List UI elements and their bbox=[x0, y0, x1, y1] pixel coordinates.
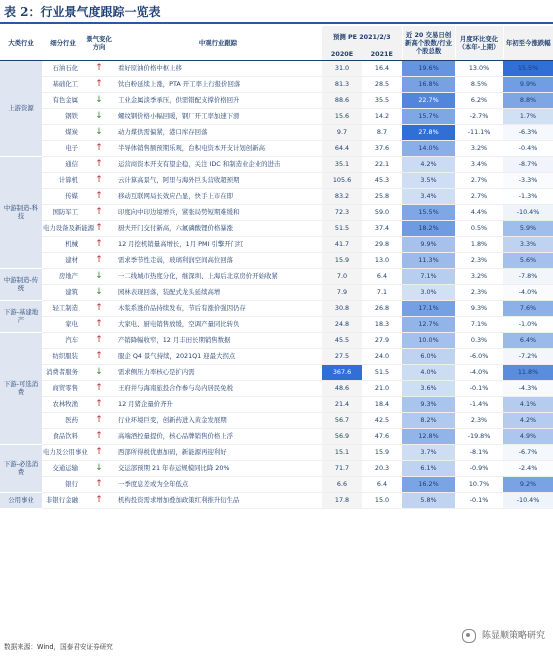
pe-2021: 20.3 bbox=[362, 460, 402, 476]
table-row bbox=[0, 236, 553, 252]
group-label: 中游制造-科技 bbox=[0, 156, 42, 268]
header-desc: 中观行业跟踪 bbox=[114, 26, 322, 60]
table-row bbox=[0, 460, 553, 476]
footnote: 数据来源：Wind，国泰君安证券研究 bbox=[4, 643, 113, 651]
trend-icon: ↓ bbox=[84, 284, 114, 300]
pe-2021: 21.0 bbox=[362, 380, 402, 396]
table-row bbox=[0, 300, 553, 316]
pe-2021: 18.3 bbox=[362, 316, 402, 332]
trend-icon: ↑ bbox=[84, 156, 114, 172]
group-label: 中游制造-传统 bbox=[0, 268, 42, 300]
sub-industry: 煤炭 bbox=[42, 124, 84, 140]
header-major: 大类行业 bbox=[0, 26, 42, 60]
sub-industry: 有色金属 bbox=[42, 92, 84, 108]
table-body bbox=[0, 60, 553, 508]
new-high-ratio: 3.7% bbox=[402, 444, 455, 460]
industry-note: 一二线城市热度分化，继深圳、上海后北京房价开始收紧 bbox=[114, 268, 322, 284]
table-row bbox=[0, 204, 553, 220]
trend-icon: ↑ bbox=[84, 220, 114, 236]
pe-2020: 27.5 bbox=[322, 348, 362, 364]
pe-2020: 48.6 bbox=[322, 380, 362, 396]
wechat-icon bbox=[462, 629, 476, 643]
industry-note: 园林表现回落，装配式龙头延续高增 bbox=[114, 284, 322, 300]
industry-note: 需求季节性走弱，玻璃利润空间高位回落 bbox=[114, 252, 322, 268]
pe-2021: 6.4 bbox=[362, 476, 402, 492]
ytd-change: 3.3% bbox=[503, 236, 553, 252]
sub-industry: 汽车 bbox=[42, 332, 84, 348]
month-change: 3.2% bbox=[455, 140, 503, 156]
header-ytd: 年初至今涨跌幅 bbox=[503, 26, 553, 60]
industry-note: 西部所得税优惠加码，新能源再迎利好 bbox=[114, 444, 322, 460]
industry-note: 交运部预期 21 年春运规模同比降 20% bbox=[114, 460, 322, 476]
pe-2020: 64.4 bbox=[322, 140, 362, 156]
pe-2020: 9.7 bbox=[322, 124, 362, 140]
sub-industry: 商贸零售 bbox=[42, 380, 84, 396]
month-change: 0.5% bbox=[455, 220, 503, 236]
pe-2021: 29.8 bbox=[362, 236, 402, 252]
trend-icon: ↓ bbox=[84, 460, 114, 476]
group-label: 公用事业 bbox=[0, 492, 42, 508]
pe-2020: 7.9 bbox=[322, 284, 362, 300]
pe-2021: 25.8 bbox=[362, 188, 402, 204]
industry-note: 看好原油价格中枢上移 bbox=[114, 60, 322, 76]
trend-icon: ↑ bbox=[84, 140, 114, 156]
new-high-ratio: 19.6% bbox=[402, 60, 455, 76]
ytd-change: 5.6% bbox=[503, 252, 553, 268]
trend-icon: ↑ bbox=[84, 76, 114, 92]
ytd-change: -10.4% bbox=[503, 204, 553, 220]
month-change: -0.9% bbox=[455, 460, 503, 476]
table-row bbox=[0, 284, 553, 300]
industry-note: 高端酒控量提价，核心品牌销售价格上浮 bbox=[114, 428, 322, 444]
sub-industry: 医药 bbox=[42, 412, 84, 428]
trend-icon: ↑ bbox=[84, 300, 114, 316]
watermark bbox=[462, 628, 545, 643]
trend-icon: ↑ bbox=[84, 492, 114, 508]
ytd-change: -1.3% bbox=[503, 188, 553, 204]
sub-industry: 机械 bbox=[42, 236, 84, 252]
ytd-change: 11.8% bbox=[503, 364, 553, 380]
watermark-text: 陈显顺策略研究 bbox=[481, 631, 545, 641]
new-high-ratio: 8.2% bbox=[402, 412, 455, 428]
sub-industry: 钢铁 bbox=[42, 108, 84, 124]
group-label: 下游-必选消费 bbox=[0, 444, 42, 492]
new-high-ratio: 3.0% bbox=[402, 284, 455, 300]
new-high-ratio: 12.7% bbox=[402, 316, 455, 332]
ytd-change: 4.2% bbox=[503, 412, 553, 428]
trend-icon: ↑ bbox=[84, 172, 114, 188]
ytd-change: 8.8% bbox=[503, 92, 553, 108]
new-high-ratio: 9.3% bbox=[402, 396, 455, 412]
ytd-change: -7.2% bbox=[503, 348, 553, 364]
month-change: 3.4% bbox=[455, 156, 503, 172]
new-high-ratio: 3.4% bbox=[402, 188, 455, 204]
trend-icon: ↑ bbox=[84, 428, 114, 444]
header-pe-2021: 2021E bbox=[362, 48, 402, 60]
trend-icon: ↑ bbox=[84, 252, 114, 268]
trend-icon: ↑ bbox=[84, 396, 114, 412]
header-month: 月度环比变化（本年-上期） bbox=[455, 26, 503, 60]
pe-2021: 26.8 bbox=[362, 300, 402, 316]
month-change: 13.0% bbox=[455, 60, 503, 76]
table-row bbox=[0, 412, 553, 428]
ytd-change: -2.4% bbox=[503, 460, 553, 476]
industry-note: 工业金属淡季承压，供需错配支撑价格回升 bbox=[114, 92, 322, 108]
header-trend: 景气变化方向 bbox=[84, 26, 114, 60]
pe-2020: 31.0 bbox=[322, 60, 362, 76]
table-row bbox=[0, 108, 553, 124]
pe-2021: 51.5 bbox=[362, 364, 402, 380]
sub-industry: 轻工制造 bbox=[42, 300, 84, 316]
month-change: 3.2% bbox=[455, 268, 503, 284]
new-high-ratio: 15.7% bbox=[402, 108, 455, 124]
pe-2021: 14.2 bbox=[362, 108, 402, 124]
pe-2020: 83.2 bbox=[322, 188, 362, 204]
ytd-change: 5.9% bbox=[503, 220, 553, 236]
trend-icon: ↓ bbox=[84, 268, 114, 284]
group-label: 下游-基建地产 bbox=[0, 300, 42, 332]
new-high-ratio: 12.8% bbox=[402, 428, 455, 444]
table-row bbox=[0, 76, 553, 92]
month-change: 2.3% bbox=[455, 412, 503, 428]
new-high-ratio: 9.9% bbox=[402, 236, 455, 252]
ytd-change: -7.8% bbox=[503, 268, 553, 284]
industry-note: 厨夫开门交付新高，六氟磷酸锂价格暴涨 bbox=[114, 220, 322, 236]
pe-2020: 81.3 bbox=[322, 76, 362, 92]
table-row bbox=[0, 428, 553, 444]
pe-2021: 22.1 bbox=[362, 156, 402, 172]
industry-note: 印度向中印边境增兵，紧张局势短期难缓和 bbox=[114, 204, 322, 220]
sub-industry: 石油石化 bbox=[42, 60, 84, 76]
sub-industry: 交通运输 bbox=[42, 460, 84, 476]
month-change: -0.1% bbox=[455, 492, 503, 508]
pe-2021: 28.5 bbox=[362, 76, 402, 92]
ytd-change: -4.0% bbox=[503, 284, 553, 300]
table-row bbox=[0, 492, 553, 508]
trend-icon: ↑ bbox=[84, 316, 114, 332]
new-high-ratio: 22.7% bbox=[402, 92, 455, 108]
group-label: 上游资源 bbox=[0, 60, 42, 156]
pe-2021: 16.4 bbox=[362, 60, 402, 76]
trend-icon: ↑ bbox=[84, 412, 114, 428]
sub-industry: 消费者服务 bbox=[42, 364, 84, 380]
sub-industry: 银行 bbox=[42, 476, 84, 492]
month-change: -6.0% bbox=[455, 348, 503, 364]
header-pe: 预测 PE 2021/2/3 bbox=[322, 26, 402, 48]
ytd-change: -6.3% bbox=[503, 124, 553, 140]
ytd-change: -10.4% bbox=[503, 492, 553, 508]
table-title-bar bbox=[0, 0, 553, 24]
industry-note: 王府井与海南旅投合作参与岛内居民免税 bbox=[114, 380, 322, 396]
month-change: 2.7% bbox=[455, 188, 503, 204]
trend-icon: ↑ bbox=[84, 380, 114, 396]
table-row bbox=[0, 124, 553, 140]
new-high-ratio: 16.2% bbox=[402, 476, 455, 492]
pe-2021: 7.1 bbox=[362, 284, 402, 300]
month-change: -11.1% bbox=[455, 124, 503, 140]
sub-industry: 电子 bbox=[42, 140, 84, 156]
pe-2020: 15.9 bbox=[322, 252, 362, 268]
new-high-ratio: 3.5% bbox=[402, 172, 455, 188]
month-change: -1.4% bbox=[455, 396, 503, 412]
trend-icon: ↑ bbox=[84, 332, 114, 348]
new-high-ratio: 4.0% bbox=[402, 364, 455, 380]
trend-icon: ↓ bbox=[84, 92, 114, 108]
sub-industry: 非银行金融 bbox=[42, 492, 84, 508]
month-change: 6.2% bbox=[455, 92, 503, 108]
ytd-change: -4.3% bbox=[503, 380, 553, 396]
month-change: 2.3% bbox=[455, 252, 503, 268]
pe-2020: 17.8 bbox=[322, 492, 362, 508]
trend-icon: ↑ bbox=[84, 476, 114, 492]
pe-2021: 6.4 bbox=[362, 268, 402, 284]
ytd-change: -0.4% bbox=[503, 140, 553, 156]
table-row bbox=[0, 444, 553, 460]
sub-industry: 传媒 bbox=[42, 188, 84, 204]
new-high-ratio: 4.2% bbox=[402, 156, 455, 172]
pe-2021: 59.0 bbox=[362, 204, 402, 220]
pe-2020: 15.6 bbox=[322, 108, 362, 124]
sub-industry: 建材 bbox=[42, 252, 84, 268]
table-row bbox=[0, 476, 553, 492]
ytd-change: 4.1% bbox=[503, 396, 553, 412]
pe-2021: 15.9 bbox=[362, 444, 402, 460]
industry-note: 木浆系涨价品持续发布，节后有涨价强因仍存 bbox=[114, 300, 322, 316]
pe-2021: 8.7 bbox=[362, 124, 402, 140]
header-pe-2020: 2020E bbox=[322, 48, 362, 60]
trend-icon: ↓ bbox=[84, 108, 114, 124]
trend-icon: ↑ bbox=[84, 348, 114, 364]
month-change: 7.1% bbox=[455, 316, 503, 332]
industry-note: 12 月挖机销量高增长，1月 PMI 引擎开门红 bbox=[114, 236, 322, 252]
pe-2020: 41.7 bbox=[322, 236, 362, 252]
ytd-change: 1.7% bbox=[503, 108, 553, 124]
month-change: 8.5% bbox=[455, 76, 503, 92]
industry-note: 服企 Q4 景气持续，2021Q1 迎最大拐点 bbox=[114, 348, 322, 364]
industry-note: 螺纹钢价格小幅回暖，钢厂开工率加速下滑 bbox=[114, 108, 322, 124]
trend-icon: ↓ bbox=[84, 124, 114, 140]
sub-industry: 纺织服装 bbox=[42, 348, 84, 364]
sub-industry: 家电 bbox=[42, 316, 84, 332]
pe-2020: 6.6 bbox=[322, 476, 362, 492]
month-change: -0.1% bbox=[455, 380, 503, 396]
pe-2020: 71.7 bbox=[322, 460, 362, 476]
table-row bbox=[0, 380, 553, 396]
industry-note: 半导体销售额预期乐观，台积电资本开支计划创新高 bbox=[114, 140, 322, 156]
pe-2020: 56.9 bbox=[322, 428, 362, 444]
pe-2020: 24.8 bbox=[322, 316, 362, 332]
pe-2020: 88.6 bbox=[322, 92, 362, 108]
table-row bbox=[0, 364, 553, 380]
pe-2020: 21.4 bbox=[322, 396, 362, 412]
new-high-ratio: 11.3% bbox=[402, 252, 455, 268]
month-change: 1.8% bbox=[455, 236, 503, 252]
month-change: 0.3% bbox=[455, 332, 503, 348]
trend-icon: ↑ bbox=[84, 236, 114, 252]
industry-note: 机构投资需求增加叠加政策红利推升衍生品 bbox=[114, 492, 322, 508]
industry-note: 一季度息差或为全年低点 bbox=[114, 476, 322, 492]
pe-2021: 35.5 bbox=[362, 92, 402, 108]
month-change: -4.0% bbox=[455, 364, 503, 380]
table-row bbox=[0, 92, 553, 108]
pe-2020: 51.5 bbox=[322, 220, 362, 236]
table-row bbox=[0, 172, 553, 188]
pe-2021: 37.4 bbox=[362, 220, 402, 236]
sub-industry: 国防军工 bbox=[42, 204, 84, 220]
ytd-change: 4.9% bbox=[503, 428, 553, 444]
ytd-change: 6.4% bbox=[503, 332, 553, 348]
industry-note: 行业环境巨变，创新药进入黄金发展期 bbox=[114, 412, 322, 428]
table-row bbox=[0, 60, 553, 76]
trend-icon: ↑ bbox=[84, 188, 114, 204]
sub-industry: 电力设备及新能源 bbox=[42, 220, 84, 236]
pe-2020: 7.0 bbox=[322, 268, 362, 284]
month-change: 4.4% bbox=[455, 204, 503, 220]
table-row bbox=[0, 396, 553, 412]
trend-icon: ↑ bbox=[84, 444, 114, 460]
ytd-change: -3.3% bbox=[503, 172, 553, 188]
sub-industry: 食品饮料 bbox=[42, 428, 84, 444]
table-row bbox=[0, 332, 553, 348]
new-high-ratio: 15.5% bbox=[402, 204, 455, 220]
table-row bbox=[0, 188, 553, 204]
group-label: 下游-可选消费 bbox=[0, 332, 42, 444]
sub-industry: 农林牧渔 bbox=[42, 396, 84, 412]
ytd-change: -6.7% bbox=[503, 444, 553, 460]
table-row bbox=[0, 140, 553, 156]
sub-industry: 通信 bbox=[42, 156, 84, 172]
pe-2020: 45.5 bbox=[322, 332, 362, 348]
pe-2021: 18.4 bbox=[362, 396, 402, 412]
ytd-change: -8.7% bbox=[503, 156, 553, 172]
table-row bbox=[0, 156, 553, 172]
ytd-change: -1.0% bbox=[503, 316, 553, 332]
industry-note: 移动互联网局长效应凸显，快手上市在即 bbox=[114, 188, 322, 204]
new-high-ratio: 14.0% bbox=[402, 140, 455, 156]
sub-industry: 房地产 bbox=[42, 268, 84, 284]
industry-table bbox=[0, 26, 553, 509]
ytd-change: 7.6% bbox=[503, 300, 553, 316]
pe-2020: 35.1 bbox=[322, 156, 362, 172]
pe-2020: 15.1 bbox=[322, 444, 362, 460]
industry-note: 运营商资本开支有望企稳，关注 IDC 和制造业企业的进击 bbox=[114, 156, 322, 172]
industry-note: 大家电、厨电销售放缓，空调产量同比转负 bbox=[114, 316, 322, 332]
trend-icon: ↑ bbox=[84, 60, 114, 76]
table-row bbox=[0, 268, 553, 284]
industry-note: 云计算高景气，阿里与海外巨头营收超预期 bbox=[114, 172, 322, 188]
pe-2020: 56.7 bbox=[322, 412, 362, 428]
pe-2021: 42.5 bbox=[362, 412, 402, 428]
trend-icon: ↑ bbox=[84, 204, 114, 220]
new-high-ratio: 6.1% bbox=[402, 460, 455, 476]
sub-industry: 基础化工 bbox=[42, 76, 84, 92]
industry-note: 动力煤供需偏紧，港口库存回落 bbox=[114, 124, 322, 140]
trend-icon: ↓ bbox=[84, 364, 114, 380]
table-row bbox=[0, 348, 553, 364]
header-week20: 近 20 交易日创新高个股数/行业个股总数 bbox=[402, 26, 455, 60]
sub-industry: 计算机 bbox=[42, 172, 84, 188]
sub-industry: 建筑 bbox=[42, 284, 84, 300]
month-change: 2.3% bbox=[455, 284, 503, 300]
industry-note: 钛白粉延续上涨，PTA 开工率上行报价回落 bbox=[114, 76, 322, 92]
new-high-ratio: 6.0% bbox=[402, 348, 455, 364]
pe-2020: 72.3 bbox=[322, 204, 362, 220]
pe-2020: 30.8 bbox=[322, 300, 362, 316]
month-change: -2.7% bbox=[455, 108, 503, 124]
pe-2021: 15.0 bbox=[362, 492, 402, 508]
industry-note: 需求侧压力率核心是扩内需 bbox=[114, 364, 322, 380]
industry-note: 产销降幅收窄，12 月丰田长期销售数据 bbox=[114, 332, 322, 348]
new-high-ratio: 7.1% bbox=[402, 268, 455, 284]
header-sub: 细分行业 bbox=[42, 26, 84, 60]
sub-industry: 电力及公用事业 bbox=[42, 444, 84, 460]
industry-note: 12 月猪企量价齐升 bbox=[114, 396, 322, 412]
pe-2021: 13.0 bbox=[362, 252, 402, 268]
table-row bbox=[0, 220, 553, 236]
pe-2021: 27.9 bbox=[362, 332, 402, 348]
new-high-ratio: 17.1% bbox=[402, 300, 455, 316]
ytd-change: 15.5% bbox=[503, 60, 553, 76]
table-title: 表 2：行业景气度跟踪一览表 bbox=[4, 5, 161, 19]
new-high-ratio: 27.8% bbox=[402, 124, 455, 140]
new-high-ratio: 10.0% bbox=[402, 332, 455, 348]
month-change: -19.8% bbox=[455, 428, 503, 444]
month-change: -8.1% bbox=[455, 444, 503, 460]
ytd-change: 9.2% bbox=[503, 476, 553, 492]
new-high-ratio: 3.6% bbox=[402, 380, 455, 396]
new-high-ratio: 18.2% bbox=[402, 220, 455, 236]
pe-2021: 37.6 bbox=[362, 140, 402, 156]
ytd-change: 9.9% bbox=[503, 76, 553, 92]
pe-2021: 24.0 bbox=[362, 348, 402, 364]
pe-2020: 367.6 bbox=[322, 364, 362, 380]
month-change: 9.3% bbox=[455, 300, 503, 316]
new-high-ratio: 5.8% bbox=[402, 492, 455, 508]
table-row bbox=[0, 316, 553, 332]
month-change: 10.7% bbox=[455, 476, 503, 492]
pe-2020: 105.6 bbox=[322, 172, 362, 188]
pe-2021: 45.3 bbox=[362, 172, 402, 188]
table-row bbox=[0, 252, 553, 268]
month-change: 2.7% bbox=[455, 172, 503, 188]
pe-2021: 47.6 bbox=[362, 428, 402, 444]
new-high-ratio: 16.8% bbox=[402, 76, 455, 92]
